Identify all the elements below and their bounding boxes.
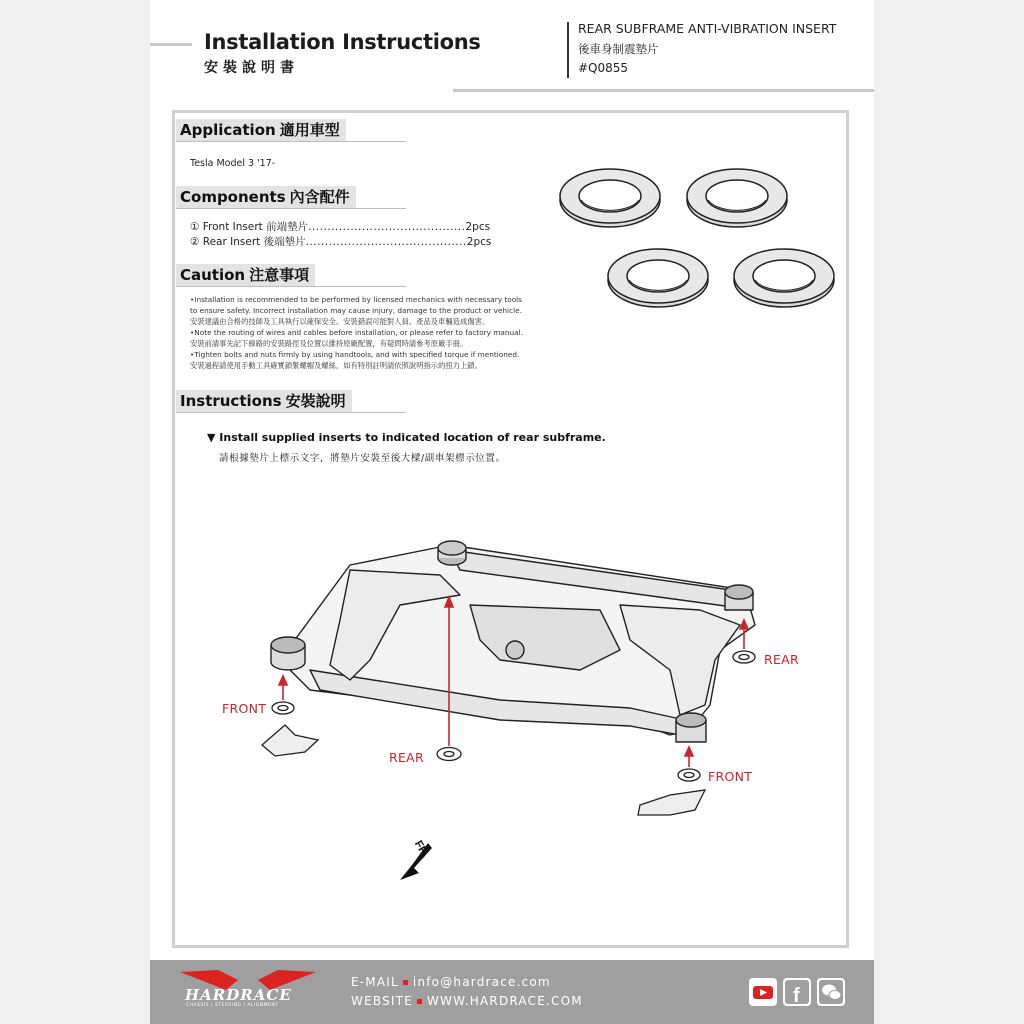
caution-line: 安裝過程請使用手動工具確實鎖緊螺帽及螺絲，如有特別註明請依照說明指示的扭力上鎖。 (190, 361, 482, 370)
heading-zh: 內含配件 (289, 188, 350, 206)
heading-en: Instructions (180, 392, 282, 410)
email-label: E-MAIL (351, 975, 399, 989)
front-left-bushing-top (271, 637, 305, 653)
component-name: Rear Insert 後端墊片 (202, 236, 306, 248)
section-application-heading (176, 119, 346, 141)
component-item (190, 234, 491, 249)
heading-zh: 安裝說明 (285, 392, 346, 410)
logo-wordmark: HARDRACE (185, 986, 292, 1004)
ring-insert-2 (687, 169, 787, 227)
logo-tagline: CHASSIS | STEERING | ALIGNMENT (186, 1003, 279, 1008)
caution-line: 安裝建議由合格的技師及工具執行以確保安全。安裝錯誤可能對人員、產品及車輛造成傷害。 (190, 317, 490, 326)
caution-line: to ensure safety. Incorrect installation may cause injury, damage to the product or vehicle. (190, 306, 522, 315)
component-number: ① (190, 221, 200, 233)
rear-left-bushing-cap (438, 541, 466, 555)
wechat-icon[interactable] (817, 978, 845, 1006)
front-right-bracket (638, 790, 705, 815)
label-rear-center: REAR (389, 750, 425, 765)
center-bushing (506, 641, 524, 659)
insert-front-right-hole (684, 773, 694, 778)
product-name: REAR SUBFRAME ANTI-VIBRATION INSERT (578, 21, 837, 36)
label-front-left: FRONT (222, 701, 267, 716)
ring-insert-1 (560, 169, 660, 227)
footer-website (351, 994, 583, 1008)
mount-brackets (262, 725, 705, 815)
insert-rings-illustration (550, 160, 850, 320)
email-link[interactable]: info@hardrace.com (412, 975, 551, 989)
bullet-square (403, 980, 408, 985)
component-qty: 2pcs (465, 221, 491, 233)
component-number: ② (190, 236, 200, 248)
vehicle-application: Tesla Model 3 '17- (190, 158, 276, 169)
component-item (190, 219, 490, 234)
header-rule-right (453, 89, 874, 92)
subframe-diagram (200, 530, 820, 890)
website-link[interactable]: WWW.HARDRACE.COM (426, 994, 583, 1008)
instruction-step-zh: 請根據墊片上標示文字，將墊片安裝至後大樑/副車架標示位置。 (219, 453, 506, 464)
page-title-zh: 安裝說明書 (204, 60, 299, 76)
leader-dots: ......................................... (308, 221, 466, 233)
insert-rear-right-hole (739, 655, 749, 660)
youtube-icon[interactable] (749, 978, 777, 1006)
rear-right-bushing-top (725, 585, 753, 599)
svg-text:f: f (793, 985, 800, 1006)
front-left-bracket (262, 725, 318, 756)
header-rule-left (150, 43, 192, 46)
leader-dots: .......................................... (305, 236, 467, 248)
label-front-right: FRONT (708, 769, 753, 784)
section-caution-heading (176, 264, 315, 286)
caution-line: 安裝前請事先記下線路的安裝路徑及位置以維持原廠配置，有疑問時請參考原廠手冊。 (190, 339, 468, 348)
label-rear-right: REAR (764, 652, 800, 667)
heading-en: Application (180, 121, 276, 139)
section-rule (176, 286, 406, 287)
product-name-zh: 後車身制震墊片 (578, 42, 659, 56)
facebook-icon[interactable] (783, 978, 811, 1006)
front-right-bushing-top (676, 713, 706, 727)
footer-email (351, 975, 551, 989)
heading-zh: 注意事項 (249, 266, 310, 284)
heading-en: Caution (180, 266, 246, 284)
bullet-square (417, 999, 422, 1004)
heading-zh: 適用車型 (279, 121, 340, 139)
arrowhead-front-left (279, 676, 287, 685)
insert-rear-center-hole (444, 752, 454, 757)
section-components-heading (176, 186, 356, 208)
section-instructions-heading (176, 390, 352, 412)
caution-line: •Note the routing of wires and cables before installation, or please refer to factory manual. (190, 328, 523, 337)
page-title: Installation Instructions (204, 30, 481, 54)
section-rule (176, 208, 406, 209)
section-rule (176, 412, 406, 413)
ring-insert-4 (734, 249, 834, 307)
direction-label: FR. (411, 838, 432, 860)
part-number: #Q0855 (578, 61, 629, 75)
ring-insert-3 (608, 249, 708, 307)
component-name: Front Insert 前端墊片 (202, 221, 309, 233)
instruction-step: ▼ Install supplied inserts to indicated location of rear subframe. (207, 431, 606, 444)
caution-line: •Installation is recommended to be performed by licensed mechanics with necessary tools (190, 295, 522, 304)
front-direction-arrow (400, 839, 432, 880)
arrowhead-front-right (685, 747, 693, 756)
header-divider (567, 22, 569, 78)
component-qty: 2pcs (466, 236, 492, 248)
website-label: WEBSITE (351, 994, 413, 1008)
insert-front-left-hole (278, 706, 288, 711)
heading-en: Components (180, 188, 286, 206)
section-rule (176, 141, 406, 142)
caution-line: •Tighten bolts and nuts firmly by using handtools, and with specified torque if mentioned. (190, 350, 520, 359)
